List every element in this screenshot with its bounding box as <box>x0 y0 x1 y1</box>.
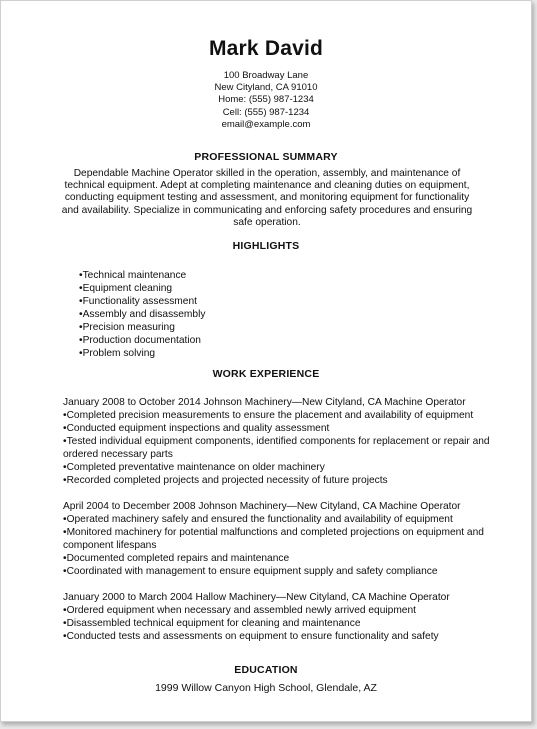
job-heading: April 2004 to December 2008 Johnson Machinery—New Cityland, CA Machine Operator <box>63 501 461 512</box>
contact-block <box>1 70 531 131</box>
list-item: •Monitored machinery for potential malfunctions and completed projections on equipment and component lifespans <box>63 527 484 551</box>
list-item: •Disassembled technical equipment for cleaning and maintenance <box>63 618 361 629</box>
list-item: •Tested individual equipment components, identified components for replacement or repair and ordered necessary parts <box>63 436 490 460</box>
list-item: •Recorded completed projects and projected necessity of future projects <box>63 475 388 486</box>
summary-heading: PROFESSIONAL SUMMARY <box>194 151 338 163</box>
address-line-2: New Cityland, CA 91010 <box>214 82 318 94</box>
list-item: •Ordered equipment when necessary and assembled newly arrived equipment <box>63 605 416 616</box>
summary-text: Dependable Machine Operator skilled in the operation, assembly, and maintenance of technical equipment. Adept at completing maintenance and cleaning duties on equipment, conducting equipment testing and assessment, and monitoring equipment for functionality and availability. Specialize in communicating and enforcing safety procedures and ensuring safe operation. <box>61 168 473 228</box>
list-item: •Coordinated with management to ensure equipment supply and safety compliance <box>63 566 438 577</box>
email: email@example.com <box>221 118 311 130</box>
list-item: •Documented completed repairs and maintenance <box>63 553 290 564</box>
list-item: •Conducted tests and assessments on equipment to ensure functionality and safety <box>63 631 439 642</box>
job-heading: January 2000 to March 2004 Hallow Machinery—New Cityland, CA Machine Operator <box>63 592 450 603</box>
resume-name: Mark David <box>208 37 324 60</box>
highlights-heading: HIGHLIGHTS <box>232 240 300 252</box>
list-item: •Assembly and disassembly <box>79 309 206 320</box>
list-item: •Problem solving <box>79 348 156 359</box>
cell-phone: Cell: (555) 987-1234 <box>222 106 310 118</box>
experience-heading: WORK EXPERIENCE <box>212 368 320 380</box>
job-bullets <box>63 513 525 578</box>
highlights-list <box>79 269 205 360</box>
job-heading: January 2008 to October 2014 Johnson Machinery—New Cityland, CA Machine Operator <box>63 397 466 408</box>
job-entry <box>63 396 525 487</box>
job-entry <box>63 500 525 578</box>
list-item: •Functionality assessment <box>79 296 197 307</box>
list-item: •Conducted equipment inspections and quality assessment <box>63 423 330 434</box>
list-item: •Equipment cleaning <box>79 283 173 294</box>
education-entry: 1999 Willow Canyon High School, Glendale, AZ <box>155 682 377 694</box>
job-bullets <box>63 604 525 643</box>
list-item: •Operated machinery safely and ensured the functionality and availability of equipment <box>63 514 453 525</box>
list-item: •Precision measuring <box>79 322 175 333</box>
home-phone: Home: (555) 987-1234 <box>218 94 314 106</box>
list-item: •Completed preventative maintenance on older machinery <box>63 462 325 473</box>
list-item: •Technical maintenance <box>79 270 187 281</box>
address-line-1: 100 Broadway Lane <box>223 70 309 81</box>
list-item: •Completed precision measurements to ensure the placement and availability of equipment <box>63 410 474 421</box>
job-bullets <box>63 409 525 487</box>
list-item: •Production documentation <box>79 335 201 346</box>
education-heading: EDUCATION <box>234 664 298 676</box>
job-entry <box>63 591 525 643</box>
